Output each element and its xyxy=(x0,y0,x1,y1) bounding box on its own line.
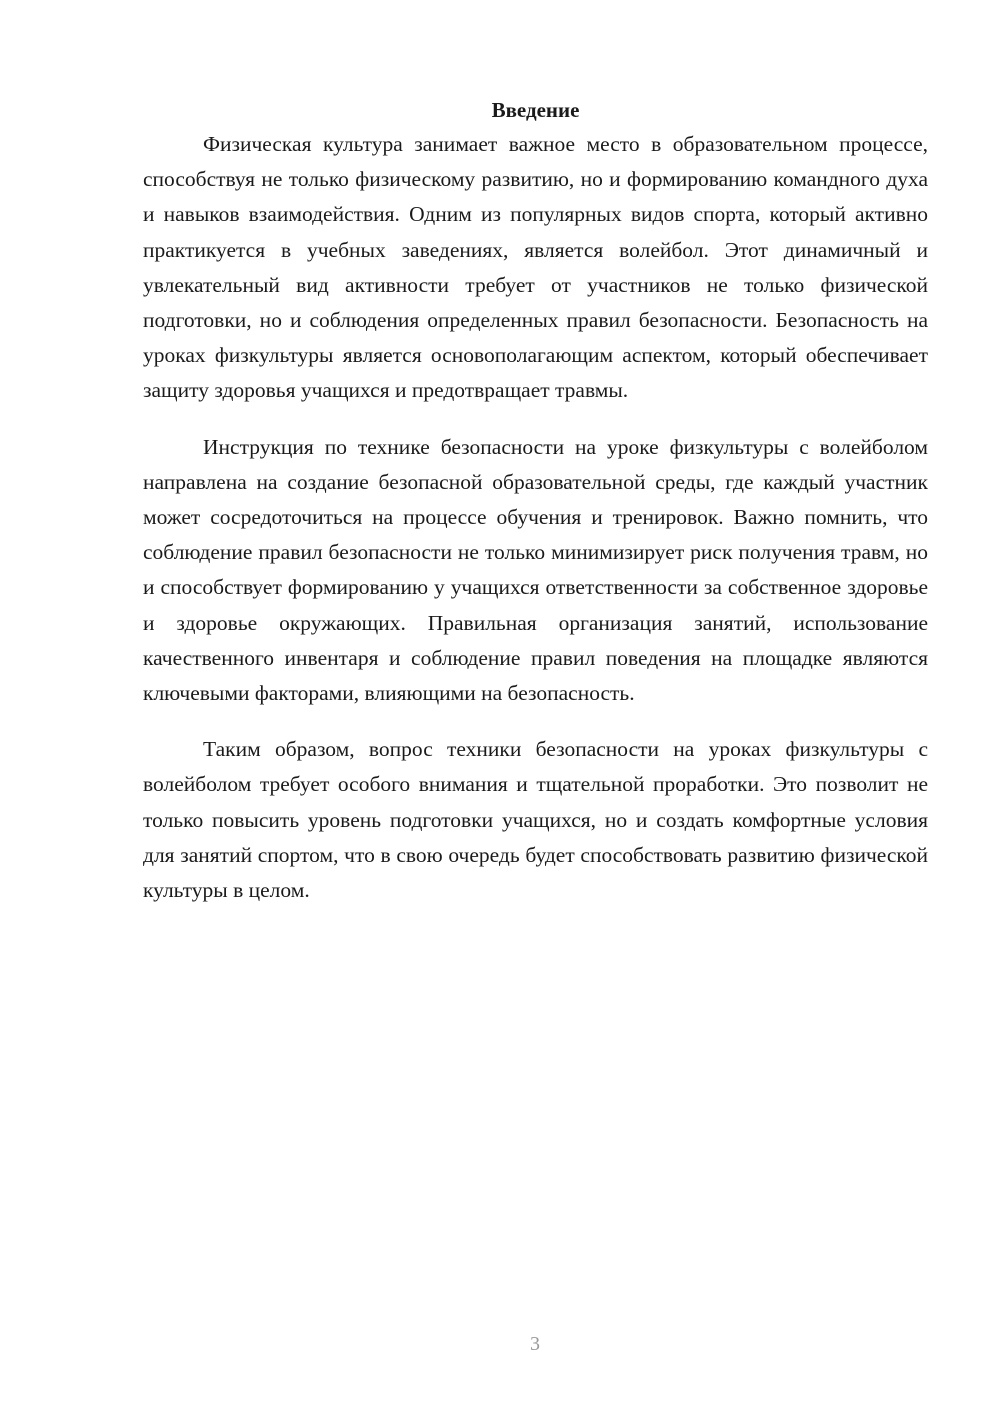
section-title: Введение xyxy=(491,98,580,122)
paragraph-3: Таким образом, вопрос техники безопасности на уроках физкультуры с волейболом требует особого внимания и тщательной проработки. Это позволит не только повысить уровень подготовки учащихся, но и создать комфортные условия для занятий спортом, что в свою очередь будет способствовать развитию физической культуры в целом. xyxy=(143,737,928,903)
paragraph-2: Инструкция по технике безопасности на уроке физкультуры с волейболом направлена на создание безопасной образовательной среды, где каждый участник может сосредоточиться на процессе обучения и тренировок. Важно помнить, что соблюдение правил безопасности не только минимизирует риск получения травм, но и способствует формированию у учащихся ответственности за собственное здоровье и здоровье окружающих. Правильная организация занятий, использование качественного инвентаря и соблюдение правил поведения на площадке являются ключевыми факторами, влияющими на безопасность. xyxy=(143,434,928,706)
page-content xyxy=(143,95,928,929)
paragraph-1: Физическая культура занимает важное место в образовательном процессе, способствуя не только физическому развитию, но и формированию командного духа и навыков взаимодействия. Одним из популярных видов спорта, который активно практикуется в учебных заведениях, является волейбол. Этот динамичный и увлекательный вид активности требует от участников не только физической подготовки, но и соблюдения определенных правил безопасности. Безопасность на уроках физкультуры является основополагающим аспектом, который обеспечивает защиту здоровья учащихся и предотвращает травмы. xyxy=(143,132,928,403)
page-number: 3 xyxy=(530,1333,540,1355)
